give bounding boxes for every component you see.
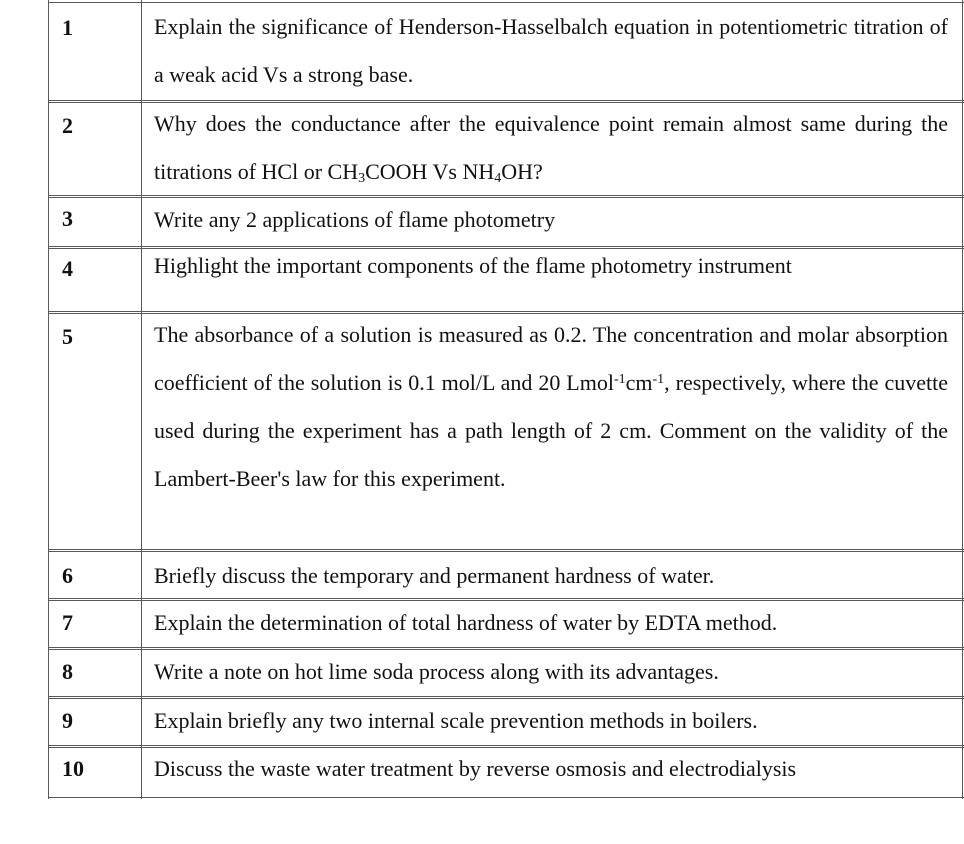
row-divider: [48, 246, 964, 247]
question-text: Write any 2 applications of flame photometry: [154, 207, 556, 232]
table-row: [48, 314, 964, 549]
row-divider: [48, 549, 964, 550]
table-row: [48, 552, 964, 598]
question-text: Why does the conductance after the equivalence point remain almost same during the titrations of HCl or $CH_3COOH$ Vs $NH_4OH$?: [154, 111, 948, 186]
question-text: Explain the determination of total hardness of water by EDTA method.: [154, 610, 778, 635]
table-row: [48, 650, 964, 696]
question-text: Highlight the important components of the flame photometry instrument: [154, 253, 792, 278]
question-number: 7: [62, 610, 73, 635]
question-number: 2: [62, 113, 73, 138]
table-row: [48, 103, 964, 195]
question-number: 3: [62, 206, 73, 231]
table-row: [48, 601, 964, 647]
question-text: Discuss the waste water treatment by reverse osmosis and electrodialysis: [154, 756, 797, 781]
table-row: [48, 699, 964, 745]
question-text: Briefly discuss the temporary and permanent hardness of water.: [154, 563, 715, 588]
question-number: 1: [62, 15, 73, 40]
table-border-bottom: [48, 797, 964, 798]
table-row: [48, 3, 964, 100]
question-text: The absorbance of a solution is measured as 0.2. The concentration and molar absorption coefficient of the solution is 0.1 mol/L and 20 $Lmol^{-1}cm^{-1}$, respectively, where the cuvette used during the experiment has a path length of 2 cm. Comment on the validity of the Lambert-Beer's law for this experiment.: [154, 322, 948, 491]
question-number: 4: [62, 256, 73, 281]
table-row: [48, 249, 964, 311]
question-number: 10: [62, 756, 84, 781]
question-text: Explain briefly any two internal scale prevention methods in boilers.: [154, 708, 758, 733]
table-row: [48, 748, 964, 797]
question-text: Write a note on hot lime soda process along with its advantages.: [154, 659, 719, 684]
table-row: [48, 198, 964, 246]
question-number: 5: [62, 324, 73, 349]
question-number: 6: [62, 563, 73, 588]
question-number: 8: [62, 659, 73, 684]
question-text: Explain the significance of Henderson-Hasselbalch equation in potentiometric titration of a weak acid Vs a strong base.: [154, 14, 948, 87]
question-number: 9: [62, 708, 73, 733]
question-table: [48, 0, 964, 800]
